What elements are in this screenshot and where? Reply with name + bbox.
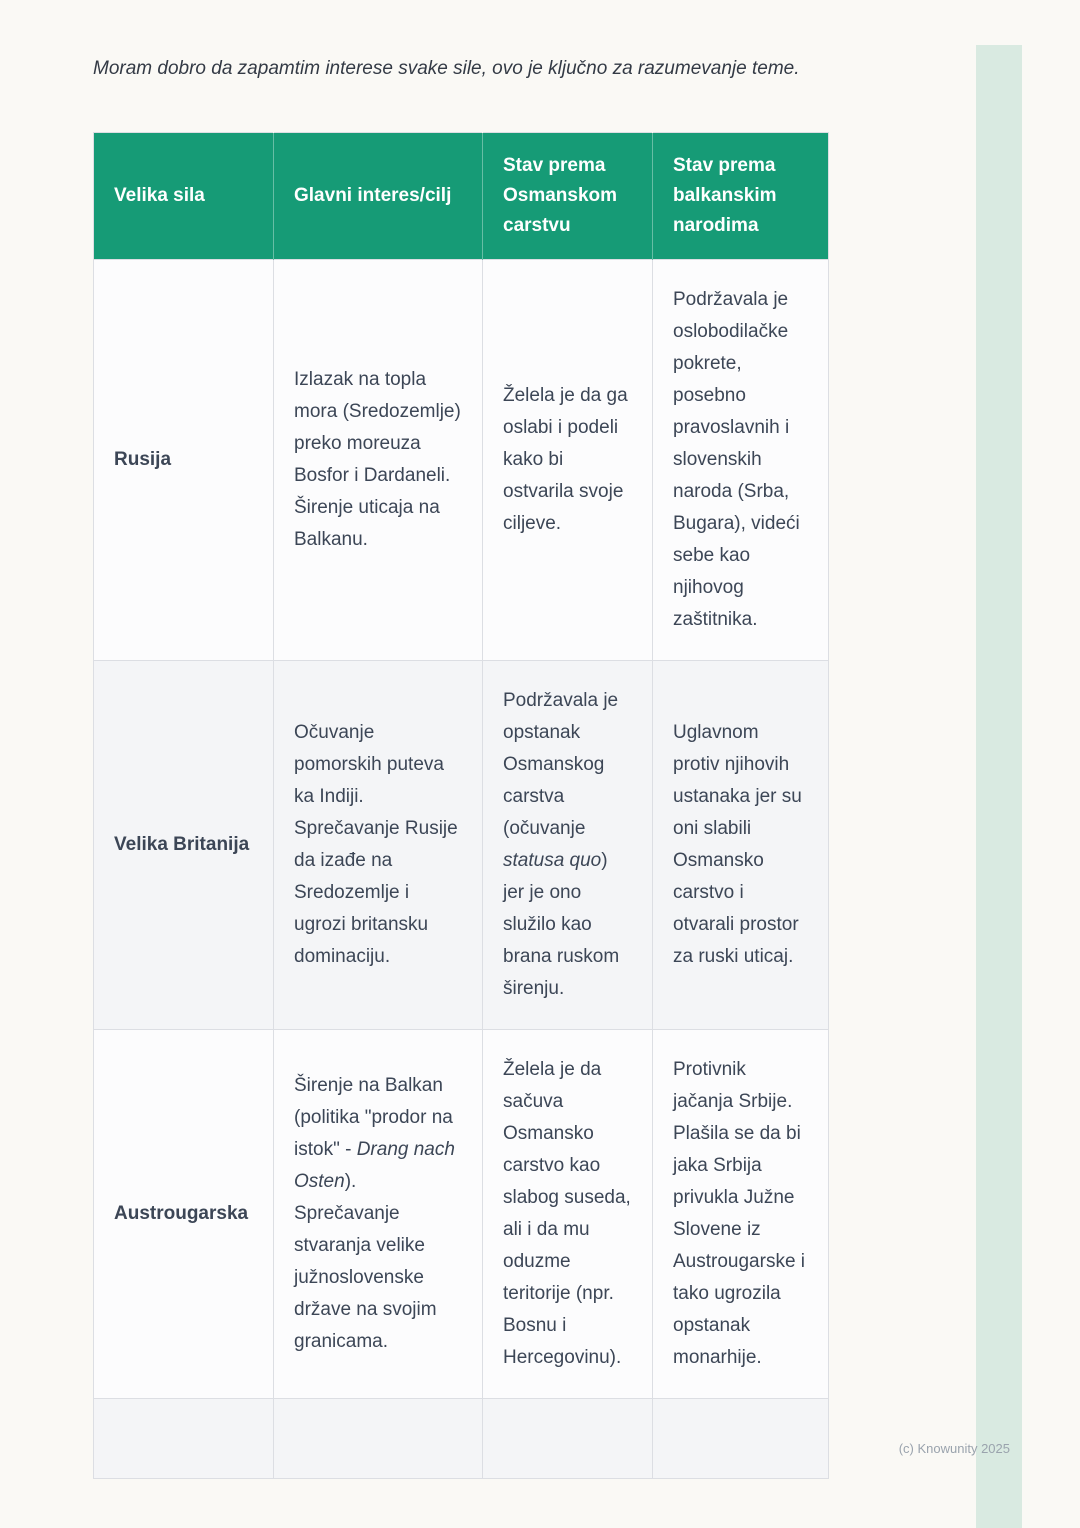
table-cell: Podržavala je opstanak Osmanskog carstva (očuvanje statusa quo) jer je ono služilo kao brana ruskom širenju. bbox=[483, 661, 653, 1030]
column-header: Glavni interes/cilj bbox=[274, 133, 483, 260]
page-content bbox=[93, 52, 828, 1479]
table-cell bbox=[274, 1399, 483, 1479]
table-header bbox=[94, 133, 829, 260]
intro-note: Moram dobro da zapamtim interese svake sile, ovo je ključno za razumevanje teme. bbox=[93, 58, 800, 79]
power-name: Velika Britanija bbox=[94, 661, 274, 1030]
power-name: Austrougarska bbox=[94, 1030, 274, 1399]
header-row bbox=[94, 133, 829, 260]
table-row bbox=[94, 661, 829, 1030]
column-header: Stav prema Osmanskom carstvu bbox=[483, 133, 653, 260]
table-cell: Želela je da ga oslabi i podeli kako bi ostvarila svoje ciljeve. bbox=[483, 260, 653, 661]
page-edge-strip bbox=[976, 45, 1022, 1528]
table-cell: Očuvanje pomorskih puteva ka Indiji. Sprečavanje Rusije da izađe na Sredozemlje i ugrozi britansku dominaciju. bbox=[274, 661, 483, 1030]
table-row-clipped bbox=[94, 1399, 829, 1479]
table-cell: Podržavala je oslobodilačke pokrete, posebno pravoslavnih i slovenskih naroda (Srba, Bugara), videći sebe kao njihovog zaštitnika. bbox=[653, 260, 829, 661]
table-cell: Uglavnom protiv njihovih ustanaka jer su oni slabili Osmansko carstvo i otvarali prostor za ruski uticaj. bbox=[653, 661, 829, 1030]
table-cell: Želela je da sačuva Osmansko carstvo kao slabog suseda, ali i da mu oduzme teritorije (npr. Bosnu i Hercegovinu). bbox=[483, 1030, 653, 1399]
table-cell bbox=[483, 1399, 653, 1479]
power-name: Rusija bbox=[94, 260, 274, 661]
great-powers-table bbox=[93, 132, 829, 1479]
table-body bbox=[94, 260, 829, 1479]
table-cell bbox=[653, 1399, 829, 1479]
table-cell: Protivnik jačanja Srbije. Plašila se da bi jaka Srbija privukla Južne Slovene iz Austrougarske i tako ugrozila opstanak monarhije. bbox=[653, 1030, 829, 1399]
table-row bbox=[94, 260, 829, 661]
table-row bbox=[94, 1030, 829, 1399]
watermark: (c) Knowunity 2025 bbox=[898, 1441, 1010, 1456]
column-header: Stav prema balkanskim narodima bbox=[653, 133, 829, 260]
table-cell bbox=[94, 1399, 274, 1479]
table-cell: Izlazak na topla mora (Sredozemlje) preko moreuza Bosfor i Dardaneli. Širenje uticaja na Balkanu. bbox=[274, 260, 483, 661]
table-cell: Širenje na Balkan (politika "prodor na istok" - Drang nach Osten). Sprečavanje stvaranja velike južnoslovenske države na svojim granicama. bbox=[274, 1030, 483, 1399]
column-header: Velika sila bbox=[94, 133, 274, 260]
